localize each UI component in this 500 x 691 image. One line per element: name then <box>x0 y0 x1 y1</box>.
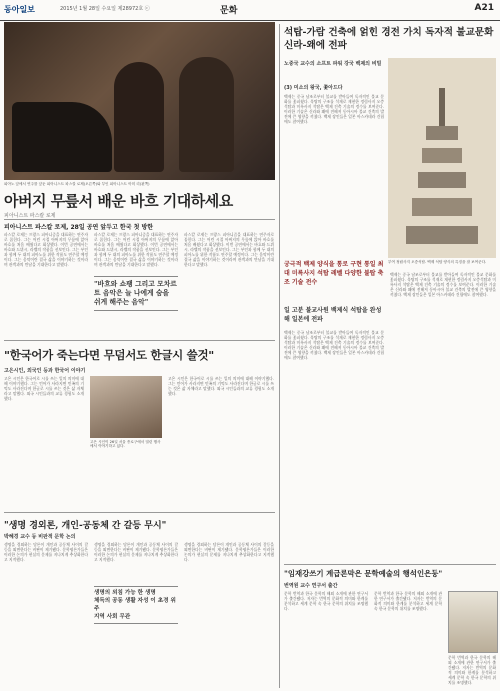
interview-subhead: 고은시인, 외국인 등과 한국어 이야기 <box>4 368 86 374</box>
interview-top-rule <box>4 340 275 341</box>
pagoda-photo <box>388 58 496 258</box>
architecture-subhead-1: 궁극적 백제 양식을 통로 구현 통일 최대 미륵사지 석탑 레벨 다양한 불탑 축조 기술 전수 <box>284 261 384 286</box>
bottom-right-body-col1: 문학 번역과 한국 문학의 해외 소개에 관한 연구서가 출간됐다. 저자는 번역의 문화적 의미와 한계를 분석하고 세계 문학 속 한국 문학의 위치를 조명했다. <box>284 591 368 611</box>
feature-photo-caption: 피아노 앞에서 연주를 앞둔 피아니스트 파스칼 로제(오른쪽)와 부인 피아니스트 아미 리(왼쪽) <box>4 182 150 186</box>
architecture-series: (3) 미소의 왕국, 쫓아드다 <box>284 85 343 91</box>
interview-headline: "한국어가 죽는다면 무덤서도 한글시 쓸것" <box>4 348 214 362</box>
book-cover-image <box>448 591 498 653</box>
feature-photo <box>4 22 275 180</box>
pagoda-tier-3 <box>418 172 466 188</box>
feature-lead: 피아니스트 파스칼 로제, 28일 공연 앞두고 한국 첫 방한 <box>4 224 154 231</box>
pagoda-spire <box>439 88 445 126</box>
interview-body-col1: 고은 시인은 한국어로 시를 쓰는 일의 의미에 대해 이야기했다. 그는 언어가 사라지면 민족의 기억도 사라진다며 한글로 시를 쓰는 것은 삶 자체라고 말했다. 외국 시인들과의 교류 경험도 소개했다. <box>4 376 84 401</box>
feature-body-col1: 파스칼 로제는 프랑스 피아니즘을 대표하는 연주자로 꼽힌다. 그는 어린 시절 아버지의 무릎에 앉아 바흐를 처음 배웠다고 회상했다. 이번 공연에서는 바흐와 드뷔시, 라벨의 작품을 선보인다. 그는 부인과 함께 두 대의 피아노를 위한 작품도 연주할 예정이다. 그는 음악이란 결국 삶을 이야기하는 것이라며 관객과의 만남을 기대한다고 말했다. <box>4 232 88 267</box>
criticism-body-col2: 생명을 경외하는 담론이 개인과 공동체 사이의 갈등을 외면한다는 비판이 제기됐다. 문학평론가들은 이러한 논의가 현실의 문제를 지나치게 추상화한다고 지적했다. <box>94 542 178 562</box>
pagoda-tier-5 <box>426 126 458 140</box>
newspaper-logo: 동아일보 <box>4 5 35 14</box>
page-number: A21 <box>474 3 494 13</box>
criticism-top-rule <box>4 512 275 513</box>
architecture-body-col1: 백제는 중국 남조로부터 불교를 받아들여 독자적인 불교 문화를 꽃피웠다. 목탑의 구조를 석재로 재현한 정림사지 오층석탑과 미륵사지 석탑은 백제 건축 기술의 정수를 보여준다. 이러한 기술은 신라와 왜에 전해져 동아시아 불교 건축의 발전에 큰 영향을 끼쳤다. 백제 장인들은 일본 아스카데라 건립에도 참여했다. <box>284 330 384 360</box>
architecture-author: 노중국 교수의 소프트 파워 강국 백제의 비밀 <box>284 61 382 67</box>
bottom-right-body-col3: 문학 번역과 한국 문학의 해외 소개에 관한 연구서가 출간됐다. 저자는 번역의 문화적 의미와 한계를 분석하고 세계 문학 속 한국 문학의 위치를 조명했다. <box>448 655 496 685</box>
pagoda-tier-1 <box>406 226 478 244</box>
section-name: 문화 <box>220 6 238 16</box>
feature-divider <box>4 219 275 220</box>
criticism-subhead: 박혜경 교수 등 비판적 문학 논의 <box>4 534 76 540</box>
criticism-box-line-3: 지역 사회 무관 <box>94 614 131 620</box>
criticism-box-line-2: 체득의 공동 생활 자성 이 초경 위주 <box>94 598 176 612</box>
feature-pull-quote: "바흐와 쇼팽 그리고 모차르트 음악은 늘 나에게 숨을 쉬게 해주는 음악" <box>94 276 178 311</box>
interview-body-col2: 고은 시인은 한국어로 시를 쓰는 일의 의미에 대해 이야기했다. 그는 언어가 사라지면 민족의 기억도 사라진다며 한글로 시를 쓰는 것은 삶 자체라고 말했다. 외국 시인들과의 교류 경험도 소개했다. <box>168 376 274 396</box>
bottom-right-subhead: 번역원 교수 연구서 출간 <box>284 583 338 589</box>
person-right <box>179 57 234 172</box>
pagoda-tier-2 <box>412 198 472 216</box>
interview-photo-caption: 고은 시인이 26일 서울 종로구에서 열린 행사에서 이야기하고 있다. <box>90 440 161 449</box>
feature-body-col3: 파스칼 로제는 프랑스 피아니즘을 대표하는 연주자로 꼽힌다. 그는 어린 시절 아버지의 무릎에 앉아 바흐를 처음 배웠다고 회상했다. 이번 공연에서는 바흐와 드뷔시, 라벨의 작품을 선보인다. 그는 부인과 함께 두 대의 피아노를 위한 작품도 연주할 예정이다. 그는 음악이란 결국 삶을 이야기하는 것이라며 관객과의 만남을 기대한다고 말했다. <box>184 232 274 267</box>
bottom-right-headline: "임재강쓰기 계급론막은 문학예술의 행석인은둥" <box>284 569 443 578</box>
criticism-box-line-1: 생명의 외침 가능 한 생명 <box>94 590 156 596</box>
feature-body-col2: 파스칼 로제는 프랑스 피아니즘을 대표하는 연주자로 꼽힌다. 그는 어린 시절 아버지의 무릎에 앉아 바흐를 처음 배웠다고 회상했다. 이번 공연에서는 바흐와 드뷔시, 라벨의 작품을 선보인다. 그는 부인과 함께 두 대의 피아노를 위한 작품도 연주할 예정이다. 그는 음악이란 결국 삶을 이야기하는 것이라며 관객과의 만남을 기대한다고 말했다. <box>94 232 178 267</box>
feature-subhead: 피아니스트 파스칼 로제 <box>4 213 56 219</box>
architecture-intro: 백제는 중국 남조로부터 불교를 받아들여 독자적인 불교 문화를 꽃피웠다. 목탑의 구조를 석재로 재현한 정림사지 오층석탑과 미륵사지 석탑은 백제 건축 기술의 정수를 보여준다. 이러한 기술은 신라와 왜에 전해져 동아시아 불교 건축의 발전에 큰 영향을 끼쳤다. 백제 장인들은 일본 아스카데라 건립에도 참여했다. <box>284 94 384 124</box>
criticism-headline: "생명 경외론, 개인-공동체 간 갈등 무시" <box>4 521 167 531</box>
column-divider <box>279 24 280 688</box>
feature-headline: 아버지 무릎서 배운 바흐 기대하세요 <box>4 192 233 210</box>
issue-date: 2015년 1월 28일 수요일 제28972호 ⓒ <box>60 6 150 12</box>
criticism-body-col1: 생명을 경외하는 담론이 개인과 공동체 사이의 갈등을 외면한다는 비판이 제기됐다. 문학평론가들은 이러한 논의가 현실의 문제를 지나치게 추상화한다고 지적했다. <box>4 542 88 562</box>
pagoda-tier-4 <box>422 148 462 163</box>
person-left <box>114 62 164 172</box>
pagoda-caption: 부여 정림사지 오층석탑. 백제 석탑 양식의 특징을 잘 보여준다. <box>388 260 487 264</box>
architecture-subhead-2: 일 고분 불교사원 백제식 석탑을 완성해 일본에 전파 <box>284 307 382 323</box>
criticism-body-col3: 생명을 경외하는 담론이 개인과 공동체 사이의 갈등을 외면한다는 비판이 제기됐다. 문학평론가들은 이러한 논의가 현실의 문제를 지나치게 추상화한다고 지적했다. <box>184 542 274 562</box>
interview-photo <box>90 376 162 438</box>
architecture-body-col2: 백제는 중국 남조로부터 불교를 받아들여 독자적인 불교 문화를 꽃피웠다. 목탑의 구조를 석재로 재현한 정림사지 오층석탑과 미륵사지 석탑은 백제 건축 기술의 정수를 보여준다. 이러한 기술은 신라와 왜에 전해져 동아시아 불교 건축의 발전에 큰 영향을 끼쳤다. 백제 장인들은 일본 아스카데라 건립에도 참여했다. <box>390 272 496 297</box>
bottom-right-rule <box>284 564 496 565</box>
architecture-headline: 석탑-가람 건축에 얽힌 경전 가치 독자적 불교문화 신라-왜에 전파 <box>284 27 494 51</box>
piano-shape <box>12 102 112 172</box>
criticism-box <box>94 586 178 624</box>
bottom-right-body-col2: 문학 번역과 한국 문학의 해외 소개에 관한 연구서가 출간됐다. 저자는 번역의 문화적 의미와 한계를 분석하고 세계 문학 속 한국 문학의 위치를 조명했다. <box>374 591 442 611</box>
